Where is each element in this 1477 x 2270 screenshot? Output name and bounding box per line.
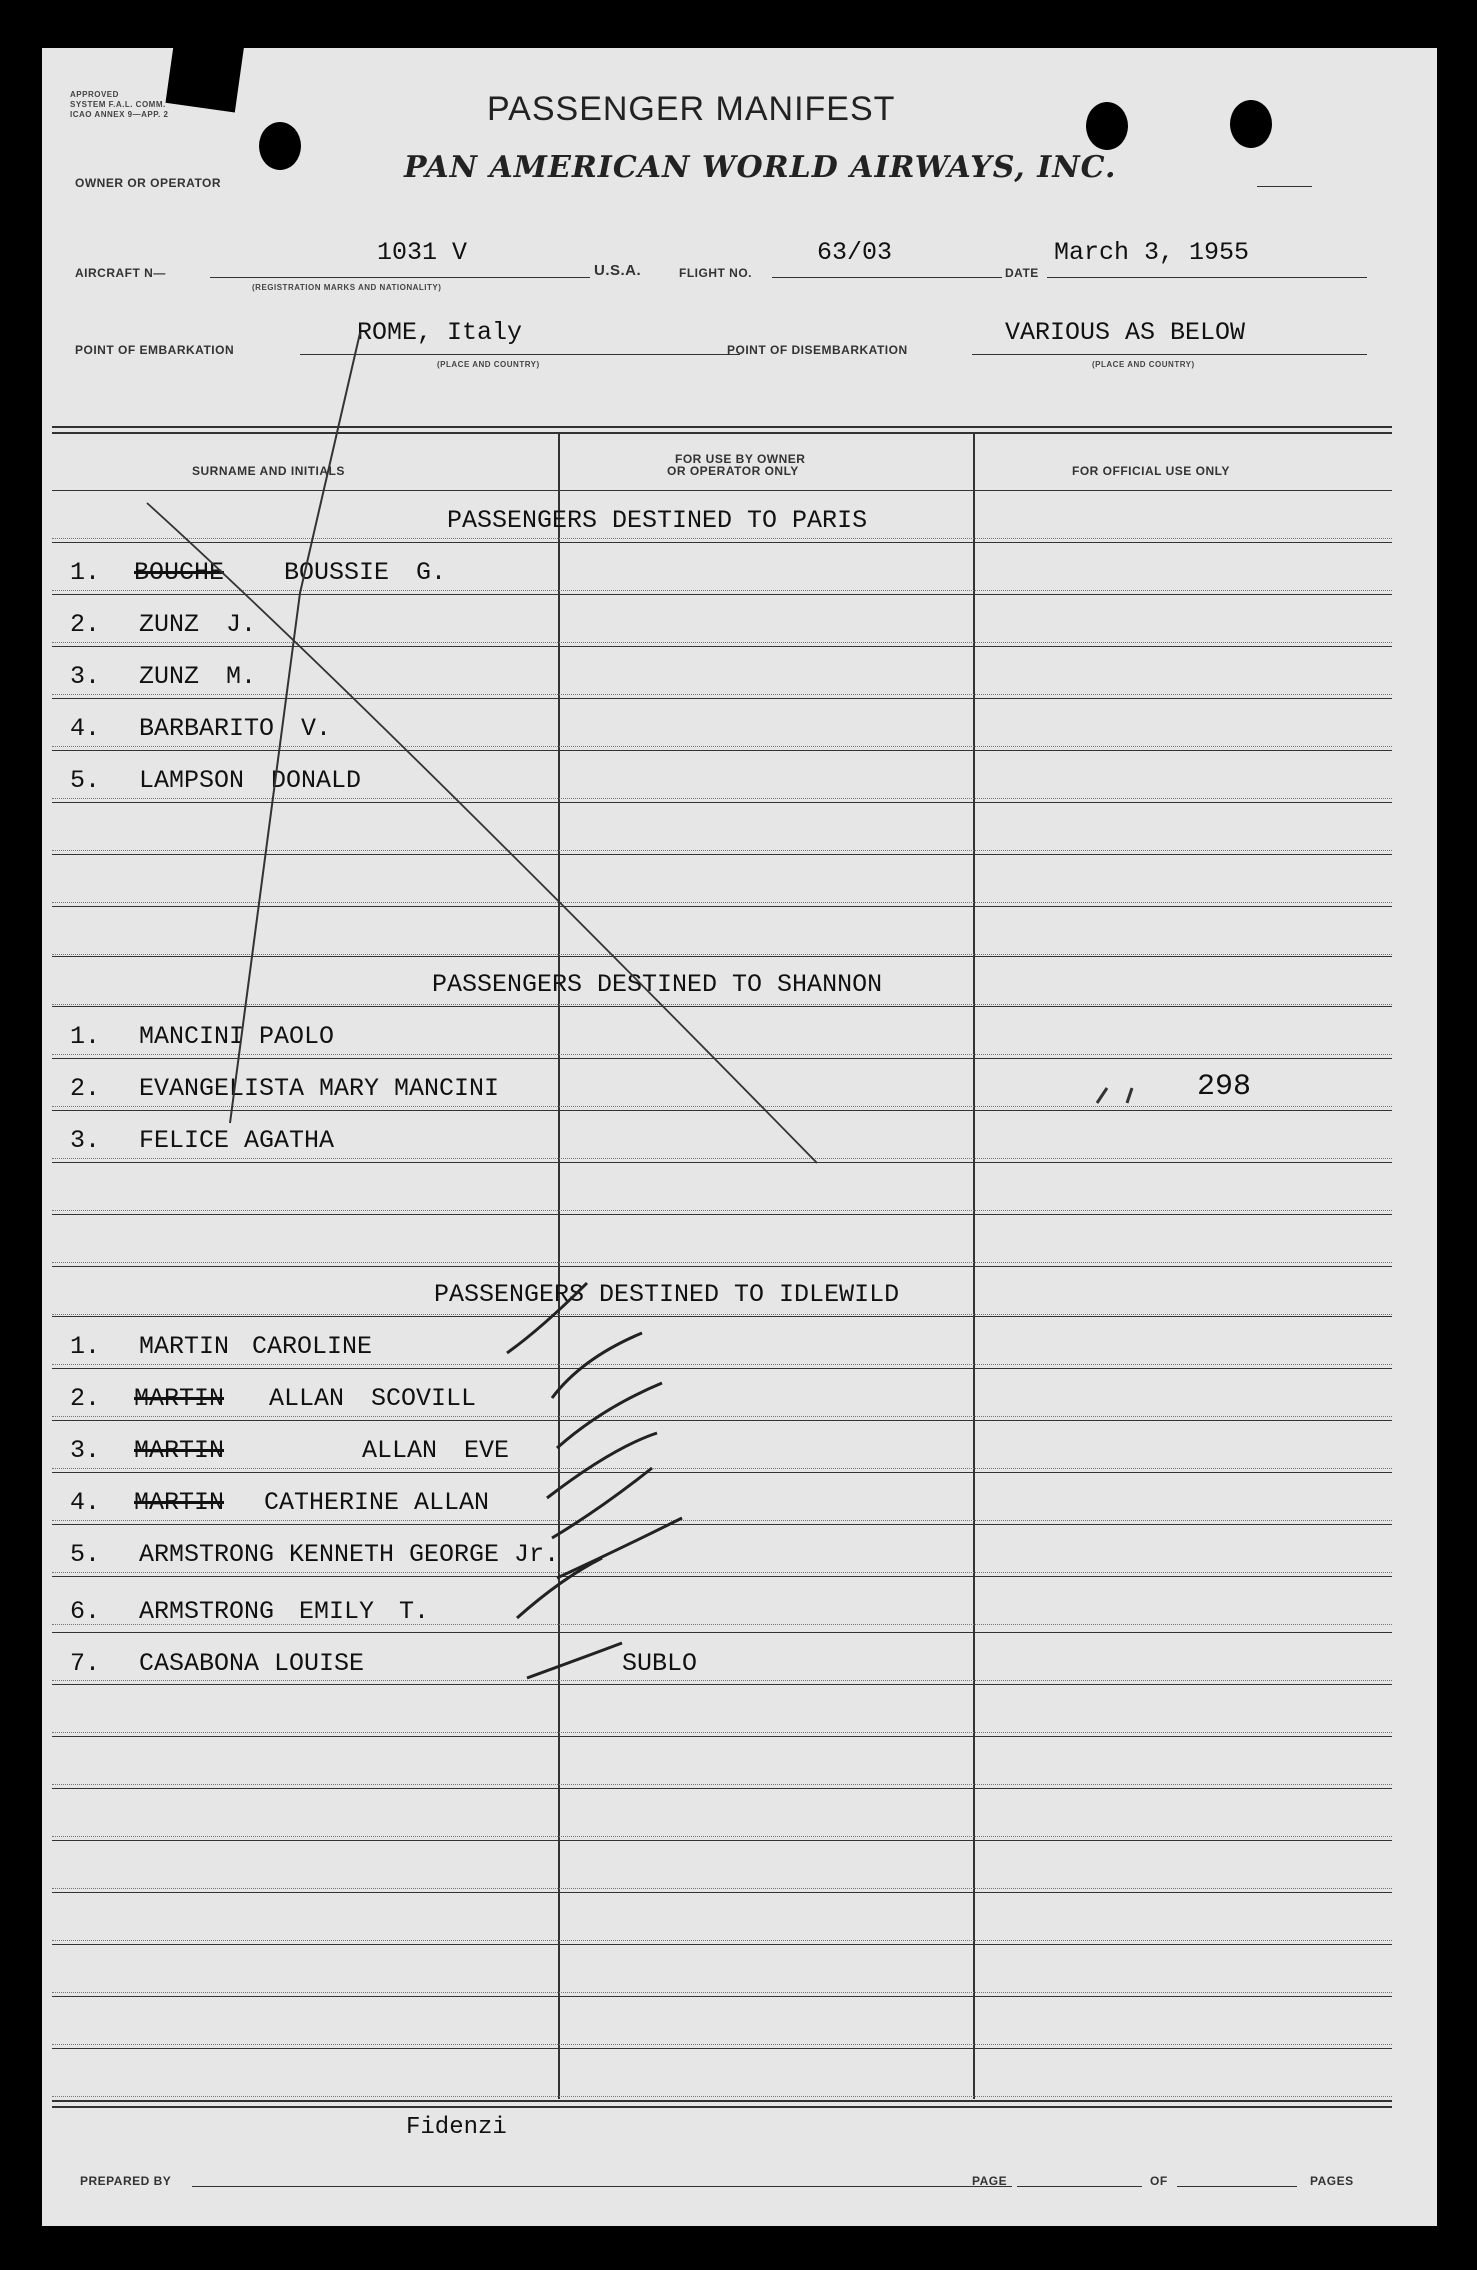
official-number: 298 bbox=[1197, 1070, 1252, 1104]
check-mark bbox=[507, 1283, 587, 1353]
row-number: 5. bbox=[70, 766, 101, 795]
disembarkation-value: VARIOUS AS BELOW bbox=[1005, 318, 1246, 347]
struck-surname: MARTIN bbox=[134, 1384, 225, 1413]
airline-name: PAN AMERICAN WORLD AIRWAYS, INC. bbox=[404, 150, 1117, 185]
row-number: 7. bbox=[70, 1649, 101, 1678]
date-label: DATE bbox=[1005, 266, 1039, 280]
row-number: 3. bbox=[70, 1126, 101, 1155]
check-mark bbox=[552, 1468, 652, 1538]
passenger-name: MARTIN CAROLINE bbox=[139, 1332, 373, 1361]
row-number: 3. bbox=[70, 1436, 101, 1465]
disembarkation-label: POINT OF DISEMBARKATION bbox=[727, 343, 908, 357]
approval-line: ICAO ANNEX 9—APP. 2 bbox=[70, 110, 169, 119]
manifest-sheet bbox=[42, 48, 1437, 2226]
flight-date: March 3, 1955 bbox=[1054, 238, 1250, 267]
preparer-name: Fidenzi bbox=[406, 2114, 507, 2141]
column-header-surname: SURNAME AND INITIALS bbox=[192, 464, 345, 478]
prepared-by-label: PREPARED BY bbox=[80, 2174, 172, 2188]
section-heading-idlewild: PASSENGERS DESTINED TO IDLEWILD bbox=[434, 1280, 900, 1309]
official-marks bbox=[1097, 1088, 1132, 1103]
passenger-name: ZUNZ M. bbox=[139, 662, 257, 691]
row-number: 2. bbox=[70, 1074, 101, 1103]
approval-line: APPROVED bbox=[70, 90, 119, 99]
column-header-owner-use: FOR USE BY OWNER bbox=[675, 452, 806, 466]
embarkation-label: POINT OF EMBARKATION bbox=[75, 343, 235, 357]
row-number: 2. bbox=[70, 1384, 101, 1413]
flight-label: FLIGHT NO. bbox=[679, 266, 752, 280]
row-number: 4. bbox=[70, 1488, 101, 1517]
registration-sublabel: (REGISTRATION MARKS AND NATIONALITY) bbox=[252, 283, 442, 292]
struck-surname: MARTIN bbox=[134, 1436, 225, 1465]
row-number: 5. bbox=[70, 1540, 101, 1569]
check-mark bbox=[517, 1558, 602, 1618]
section-heading-shannon: PASSENGERS DESTINED TO SHANNON bbox=[432, 970, 883, 999]
pages-label: PAGES bbox=[1310, 2174, 1354, 2188]
passenger-name: CATHERINE ALLAN bbox=[264, 1488, 490, 1517]
page-label: PAGE bbox=[972, 2174, 1008, 2188]
check-mark bbox=[527, 1643, 622, 1678]
passenger-name: ARMSTRONG KENNETH GEORGE Jr. bbox=[139, 1540, 560, 1569]
passenger-name: LAMPSON DONALD bbox=[139, 766, 362, 795]
passenger-name: ZUNZ J. bbox=[139, 610, 257, 639]
row-number: 4. bbox=[70, 714, 101, 743]
pen-stroke bbox=[147, 503, 817, 1163]
flight-number: 63/03 bbox=[817, 238, 893, 267]
country-label: U.S.A. bbox=[594, 262, 642, 279]
pen-stroke bbox=[230, 333, 360, 1123]
owner-label: OWNER OR OPERATOR bbox=[75, 176, 222, 190]
passenger-name: ALLAN SCOVILL bbox=[269, 1384, 477, 1413]
row-number: 3. bbox=[70, 662, 101, 691]
row-number: 1. bbox=[70, 558, 101, 587]
check-marks bbox=[507, 1283, 682, 1678]
row-number: 6. bbox=[70, 1597, 101, 1626]
passenger-name: ARMSTRONG EMILY T. bbox=[139, 1597, 430, 1626]
page-title: PASSENGER MANIFEST bbox=[487, 90, 896, 128]
embarkation-value: ROME, Italy bbox=[357, 318, 523, 347]
row-number: 2. bbox=[70, 610, 101, 639]
passenger-name: FELICE AGATHA bbox=[139, 1126, 335, 1155]
disembarkation-sublabel: (PLACE AND COUNTRY) bbox=[1092, 360, 1195, 369]
row-number: 1. bbox=[70, 1332, 101, 1361]
struck-surname: MARTIN bbox=[134, 1488, 225, 1517]
check-mark bbox=[552, 1333, 642, 1398]
passenger-name: MANCINI PAOLO bbox=[139, 1022, 335, 1051]
column-header-owner-use: OR OPERATOR ONLY bbox=[667, 464, 799, 478]
check-mark bbox=[557, 1518, 682, 1578]
owner-remark: SUBLO bbox=[622, 1649, 698, 1678]
passenger-name: BOUSSIE G. bbox=[284, 558, 447, 587]
aircraft-registration: 1031 V bbox=[377, 238, 468, 267]
of-label: OF bbox=[1150, 2174, 1168, 2188]
struck-surname: BOUCHE bbox=[134, 558, 225, 587]
embarkation-sublabel: (PLACE AND COUNTRY) bbox=[437, 360, 540, 369]
column-header-official: FOR OFFICIAL USE ONLY bbox=[1072, 464, 1230, 478]
row-number: 1. bbox=[70, 1022, 101, 1051]
pen-marks bbox=[42, 48, 1437, 2226]
section-heading-paris: PASSENGERS DESTINED TO PARIS bbox=[447, 506, 868, 535]
passenger-name: BARBARITO V. bbox=[139, 714, 332, 743]
passenger-name: ALLAN EVE bbox=[362, 1436, 510, 1465]
passenger-name: EVANGELISTA MARY MANCINI bbox=[139, 1074, 500, 1103]
passenger-name: CASABONA LOUISE bbox=[139, 1649, 365, 1678]
approval-line: SYSTEM F.A.L. COMM. bbox=[70, 100, 166, 109]
aircraft-label: AIRCRAFT N— bbox=[75, 266, 166, 280]
